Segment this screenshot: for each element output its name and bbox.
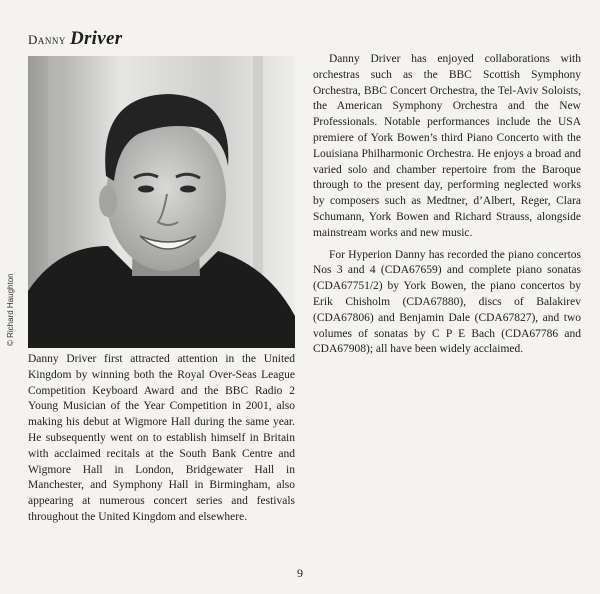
last-name: Driver — [69, 28, 123, 49]
portrait-illustration — [28, 56, 295, 348]
bio-paragraph-left: Danny Driver first attracted attention in the United Kingdom by winning both the Royal Over-Seas League Competition Keyboard Award and the BBC Radio 2 Young Musician of the Year Competition in 2001, also making his debut at Wigmore Hall during the same year. He subsequently went on to establish himself in Britain with acclaimed recitals at the South Bank Centre and Wigmore Hall in London, Bridgewater Hall in Manchester, and Symphony Hall in Birmingham, also appearing at numerous concert series and festivals throughout the United Kingdom and elsewhere. — [28, 353, 295, 523]
artist-portrait-photo — [28, 56, 295, 348]
artist-name-heading — [28, 28, 122, 50]
bio-paragraph-recordings: For Hyperion Danny has recorded the piano concertos Nos 3 and 4 (CDA67659) and complete piano sonatas (CDA67751/2) by York Bowen, the piano concertos by Erik Chisholm (CDA67880), discs of Balakirev (CDA67806) and Benjamin Dale (CDA67827), and two volumes of sonatas by C P E Bach (CDA67786 and CDA67908); all have been widely acclaimed. — [313, 248, 581, 356]
first-name: Danny — [28, 32, 66, 47]
photo-credit: © Richard Haughton — [6, 273, 15, 346]
page-number: 9 — [297, 566, 303, 580]
bio-column-right — [313, 52, 581, 364]
bio-paragraph-collaborations: Danny Driver has enjoyed collaborations with orchestras such as the BBC Scottish Symphony Orchestra, BBC Concert Orchestra, the Tel-Aviv Soloists, the American Symphony Orchestra and the New Professionals. Notable performances include the USA premiere of York Bowen’s third Piano Concerto with the Louisiana Philharmonic Orchestra. He enjoys a broad and varied solo and chamber repertoire from the Baroque through to the present day, performing neglected works by composers such as Medtner, d’Albert, Reger, Clara Schumann, York Bowen and Richard Strauss, alongside mainstream works and new music. — [313, 53, 581, 239]
